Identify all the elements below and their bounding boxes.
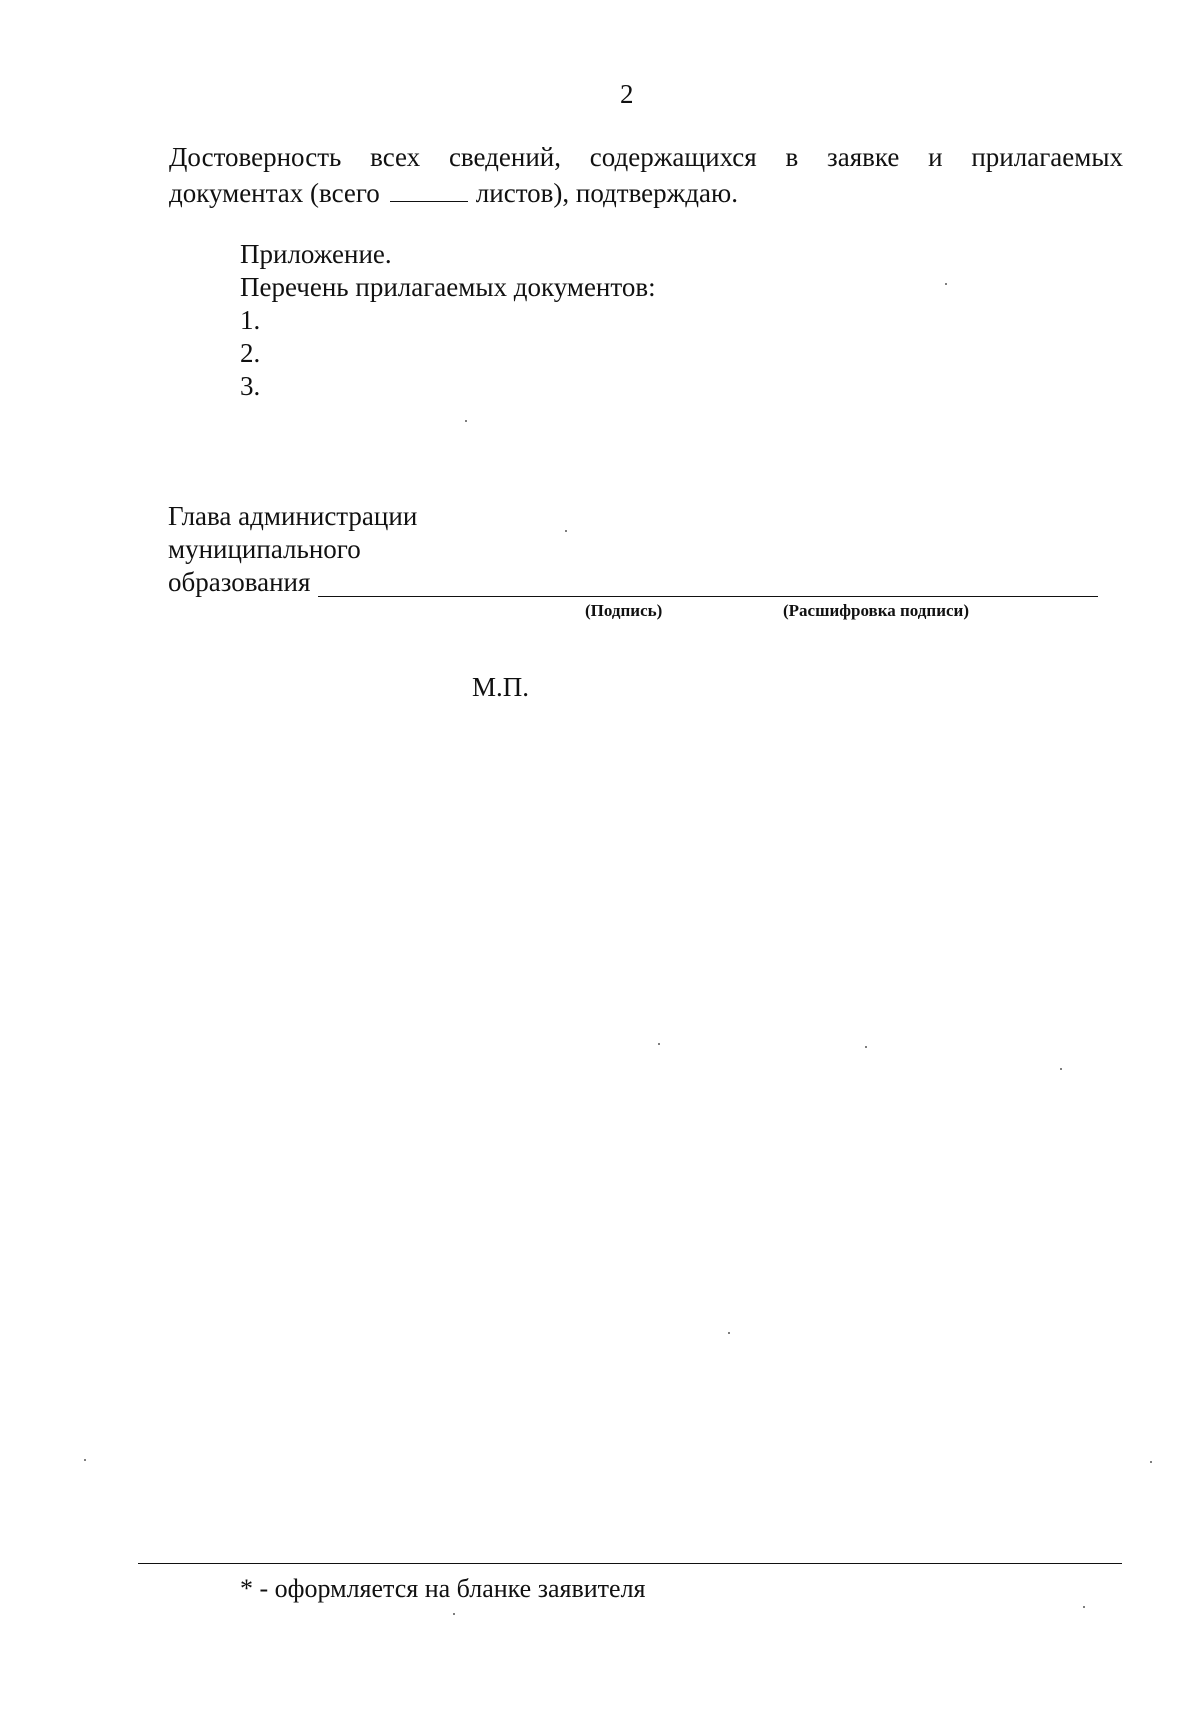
scan-speck [945, 283, 947, 285]
paragraph-line2-end: листов), подтверждаю. [475, 178, 738, 208]
scan-speck [465, 420, 467, 422]
signature-decoding-caption: (Расшифровка подписи) [783, 601, 969, 620]
appendix-item: 1. [240, 305, 261, 335]
certification-paragraph-line2 [169, 176, 738, 210]
footnote: * - оформляется на бланке заявителя [240, 1574, 646, 1603]
signature-line [318, 596, 1098, 597]
scan-speck [865, 1046, 867, 1048]
scan-speck [453, 1613, 455, 1615]
certification-paragraph-line1: Достоверность всех сведений, содержащихся в заявке и прилагаемых [169, 142, 1123, 172]
appendix-section [240, 238, 656, 403]
paragraph-line2-start: документах (всего [169, 178, 380, 208]
scan-speck [84, 1459, 86, 1461]
scan-speck [1083, 1606, 1085, 1608]
scan-speck [565, 530, 567, 532]
signer-title-line1: Глава администрации [168, 501, 418, 531]
signer-title-line3: образования [168, 567, 311, 597]
signer-title-line2: муниципального [168, 534, 361, 564]
appendix-subtitle: Перечень прилагаемых документов: [240, 272, 656, 302]
page-number: 2 [620, 79, 634, 109]
scan-speck [1060, 1068, 1062, 1070]
signature-caption: (Подпись) [585, 601, 663, 620]
stamp-place: М.П. [472, 672, 530, 702]
scan-speck [658, 1043, 660, 1045]
scan-speck [1150, 1461, 1152, 1463]
sheet-count-blank [390, 179, 468, 202]
signature-block [168, 500, 417, 599]
appendix-item: 2. [240, 338, 261, 368]
footnote-rule [138, 1563, 1122, 1564]
appendix-title: Приложение. [240, 239, 392, 269]
scan-speck [728, 1332, 730, 1334]
appendix-item: 3. [240, 371, 261, 401]
